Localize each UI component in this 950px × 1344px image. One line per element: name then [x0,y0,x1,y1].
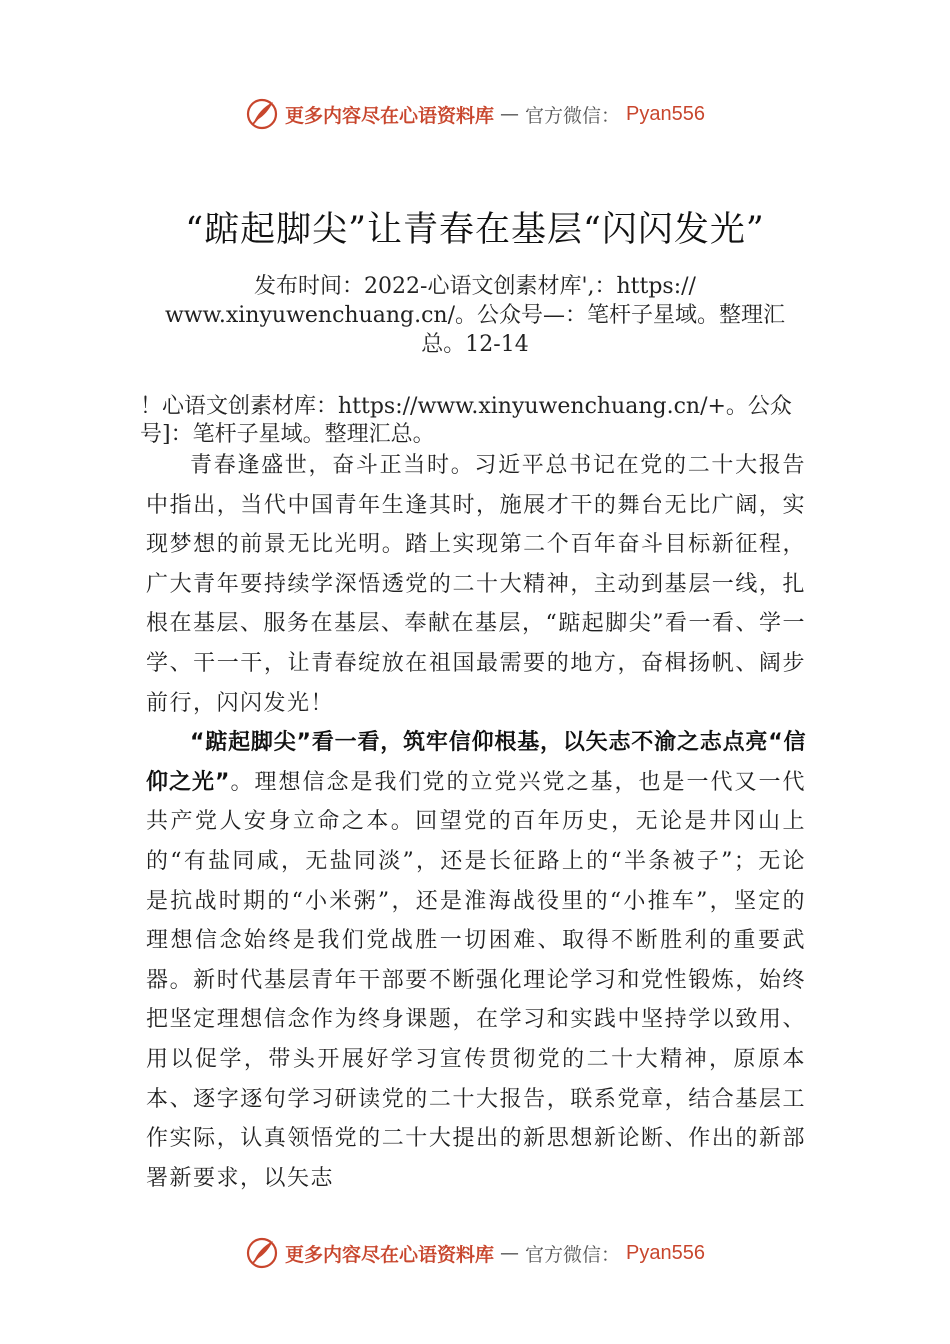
paragraph-intro: 青春逢盛世，奋斗正当时。习近平总书记在党的二十大报告中指出，当代中国青年生逢其时，施展才干的舞台无比广阔，实现梦想的前景无比光明。踏上实现第二个百年奋斗目标新征程，广大青年要持续学深悟透党的二十大精神，主动到基层一线，扎根在基层、服务在基层、奉献在基层，“踮起脚尖”看一看、学一学、干一干，让青春绽放在祖国最需要的地方，奋楫扬帆、阔步前行，闪闪发光！ [146,453,806,716]
footer-banner [0,1233,950,1273]
paragraph-belief-text: 。理想信念是我们党的立党兴党之基，也是一代又一代共产党人安身立命之本。回望党的百年历史，无论是井冈山上的“有盐同咸，无盐同淡”，还是长征路上的“半条被子”；无论是抗战时期的“小米粥”，还是淮海战役里的“小推车”，坚定的理想信念始终是我们党战胜一切困难、取得不断胜利的重要武器。新时代基层青年干部要不断强化理论学习和党性锻炼，始终把坚定理想信念作为终身课题，在学习和实践中坚持学以致用、用以促学，带头开展好学习宣传贯彻党的二十大精神，原原本本、逐字逐句学习研读党的二十大报告，联系党章，结合基层工作实际，认真领悟党的二十大提出的新思想新论断、作出的新部署新要求，以矢志 [146,769,806,1191]
banner-wechat-id: Pyan556 [626,1241,705,1264]
article-body [146,446,806,1198]
banner-main-text: 更多内容尽在心语资料库 [285,1243,495,1266]
page-title: “踮起脚尖”让青春在基层“闪闪发光” [185,210,765,250]
banner-separator: — [500,1242,520,1264]
banner-sub-text: 官方微信： [525,1243,621,1266]
quill-logo-icon [245,1236,279,1270]
banner-sub-text: 官方微信： [525,104,621,127]
header-banner [0,94,950,134]
banner-wechat-id: Pyan556 [626,102,705,125]
paragraph-belief [146,723,806,1198]
publish-meta: 发布时间：2022-心语文创素材库',：https:// www.xinyuwenchuang.cn/。公众号—：笔杆子星域。整理汇总。12-14 [164,274,786,357]
paragraph-belief-heading: “踮起脚尖”看一看，筑牢信仰根基，以矢志不渝之志点亮“信仰之光” [146,730,806,795]
banner-main-text: 更多内容尽在心语资料库 [285,104,495,127]
banner-separator: — [500,103,520,125]
source-note: ！心语文创素材库：https://www.xinyuwenchuang.cn/+。公众号]：笔杆子星域。整理汇总。 [140,394,792,447]
quill-logo-icon [245,97,279,131]
